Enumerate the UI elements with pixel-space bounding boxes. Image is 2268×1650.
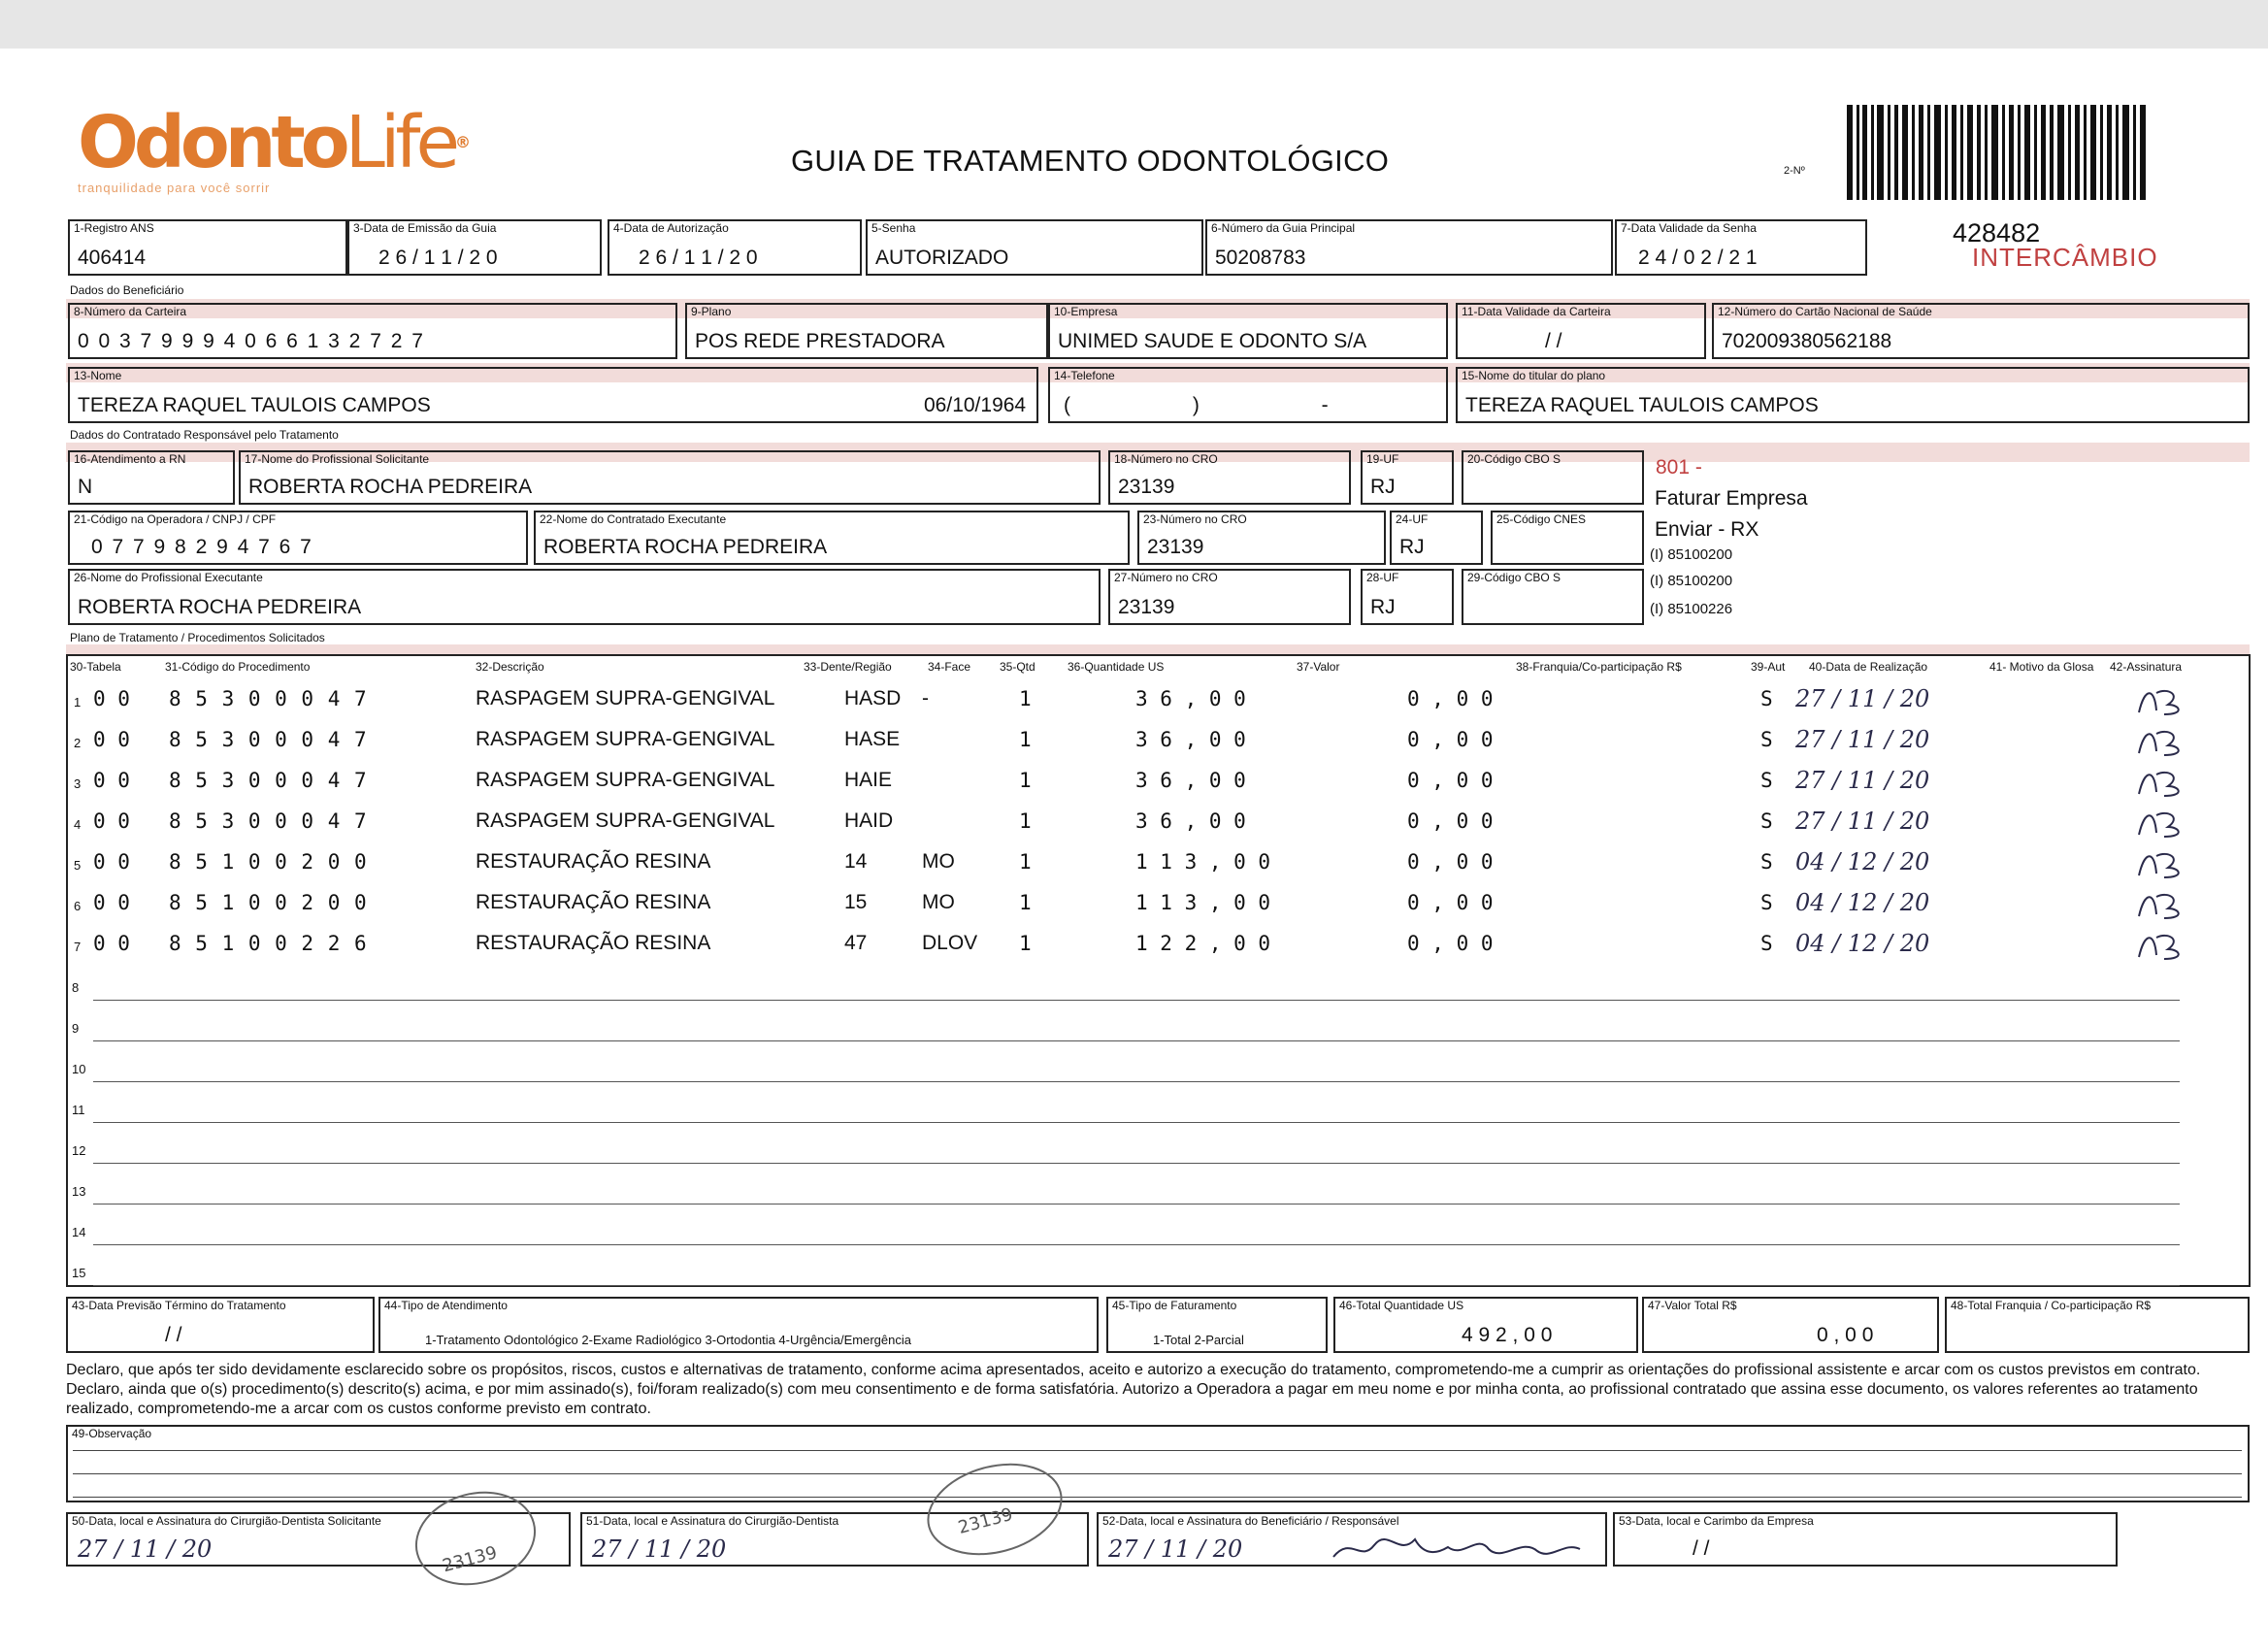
quantity: 1 <box>1019 769 1032 792</box>
tooth-region: 47 <box>844 932 868 954</box>
procedure-row-empty[interactable] <box>68 1007 2242 1048</box>
procedure-description: RASPAGEM SUPRA-GENGIVAL <box>476 809 775 832</box>
value: 0 , 0 0 <box>1407 687 1494 710</box>
col-codigo: 31-Código do Procedimento <box>165 660 311 674</box>
row-number: 10 <box>72 1062 86 1076</box>
procedure-code: 8 5 3 0 0 0 4 7 <box>169 769 368 792</box>
row-number: 12 <box>72 1143 86 1158</box>
table-code: 0 0 <box>93 932 130 955</box>
section-procedimentos: Plano de Tratamento / Procedimentos Solicitados <box>70 631 325 644</box>
tooth-region: HAIE <box>844 769 893 791</box>
row-number: 13 <box>72 1184 86 1199</box>
row-number: 7 <box>74 940 82 954</box>
quantity-us: 1 2 2 , 0 0 <box>1135 932 1271 955</box>
procedure-row-empty[interactable] <box>68 1252 2242 1293</box>
field-data-previsao[interactable]: 43-Data Previsão Término do Tratamento / / <box>66 1297 375 1353</box>
section-beneficiario: Dados do Beneficiário <box>70 283 184 297</box>
realization-date: 27 / 11 / 20 <box>1795 767 1930 794</box>
field-carimbo-empresa[interactable]: 53-Data, local e Carimbo da Empresa / / <box>1613 1512 2118 1567</box>
quantity: 1 <box>1019 932 1032 955</box>
col-franquia: 38-Franquia/Co-participação R$ <box>1516 660 1682 674</box>
field-validade-senha[interactable]: 7-Data Validade da Senha 2 4 / 0 2 / 2 1 <box>1615 219 1867 276</box>
field-registro-ans[interactable]: 1-Registro ANS 406414 <box>68 219 347 276</box>
authorized: S <box>1760 809 1773 833</box>
procedure-row-empty[interactable] <box>68 1048 2242 1089</box>
procedure-code: 8 5 3 0 0 0 4 7 <box>169 728 368 751</box>
field-telefone[interactable]: 14-Telefone ( ) - <box>1048 367 1448 423</box>
tooth-region: 15 <box>844 891 868 913</box>
value: 0 , 0 0 <box>1407 769 1494 792</box>
field-cbo-solicitante[interactable]: 20-Código CBO S <box>1462 450 1644 505</box>
field-uf-executante[interactable]: 24-UF RJ <box>1390 511 1483 565</box>
table-code: 0 0 <box>93 769 130 792</box>
scan-top-margin <box>0 0 2268 49</box>
procedure-code: 8 5 3 0 0 0 4 7 <box>169 687 368 710</box>
tooth-face: DLOV <box>922 932 978 954</box>
authorized: S <box>1760 850 1773 874</box>
procedure-row-empty[interactable] <box>68 967 2242 1007</box>
row-signature <box>2135 846 2193 881</box>
quantity: 1 <box>1019 850 1032 874</box>
field-uf-solicitante[interactable]: 19-UF RJ <box>1361 450 1454 505</box>
dentist-stamp <box>912 1456 1077 1563</box>
side-note-code-2: (I) 85100200 <box>1650 573 1733 589</box>
tooth-face: - <box>922 687 929 710</box>
field-contratado-executante[interactable]: 22-Nome do Contratado Executante ROBERTA ROCHA PEDREIRA <box>534 511 1130 565</box>
field-cnes[interactable]: 25-Código CNES <box>1491 511 1644 565</box>
value: 0 , 0 0 <box>1407 728 1494 751</box>
procedure-row-empty[interactable] <box>68 1089 2242 1130</box>
table-code: 0 0 <box>93 728 130 751</box>
procedure-code: 8 5 1 0 0 2 0 0 <box>169 850 368 874</box>
table-code: 0 0 <box>93 687 130 710</box>
table-code: 0 0 <box>93 850 130 874</box>
value: 0 , 0 0 <box>1407 932 1494 955</box>
field-valor-total[interactable]: 47-Valor Total R$ 0 , 0 0 <box>1642 1297 1939 1353</box>
field-cbo-profissional[interactable]: 29-Código CBO S <box>1462 569 1644 625</box>
col-data-realizacao: 40-Data de Realização <box>1809 660 1928 674</box>
tooth-region: 14 <box>844 850 868 873</box>
row-number: 3 <box>74 776 82 791</box>
row-entry-line <box>93 1285 2180 1286</box>
procedure-description: RESTAURAÇÃO RESINA <box>476 850 711 873</box>
guide-number: 428482 <box>1953 218 2041 248</box>
quantity-us: 3 6 , 0 0 <box>1135 809 1246 833</box>
procedure-description: RASPAGEM SUPRA-GENGIVAL <box>476 769 775 791</box>
authorized: S <box>1760 891 1773 914</box>
obs-line <box>73 1450 2242 1451</box>
beneficiary-signature <box>1331 1528 1584 1567</box>
side-note-code: 801 - <box>1656 456 1702 478</box>
signature-date: 27 / 11 / 20 <box>78 1535 213 1563</box>
col-face: 34-Face <box>928 660 971 674</box>
quantity-us: 3 6 , 0 0 <box>1135 687 1246 710</box>
row-signature <box>2135 724 2193 759</box>
row-number: 4 <box>74 817 82 832</box>
row-number: 5 <box>74 858 82 873</box>
field-cro-executante[interactable]: 23-Número no CRO 23139 <box>1137 511 1386 565</box>
barcode <box>1847 105 2148 200</box>
quantity: 1 <box>1019 728 1032 751</box>
row-number: 11 <box>72 1103 85 1117</box>
procedure-row[interactable] <box>68 804 2242 844</box>
obs-line <box>73 1497 2242 1498</box>
field-cro-solicitante[interactable]: 18-Número no CRO 23139 <box>1108 450 1351 505</box>
value: 0 , 0 0 <box>1407 809 1494 833</box>
field-senha[interactable]: 5-Senha AUTORIZADO <box>866 219 1203 276</box>
col-valor: 37-Valor <box>1297 660 1340 674</box>
field-profissional-executante[interactable]: 26-Nome do Profissional Executante ROBERTA ROCHA PEDREIRA <box>68 569 1101 625</box>
field-data-emissao[interactable]: 3-Data de Emissão da Guia 2 6 / 1 1 / 2 0 <box>347 219 602 276</box>
field-observacao[interactable]: 49-Observação <box>66 1425 2250 1502</box>
signature-beneficiario[interactable]: 52-Data, local e Assinatura do Beneficiário / Responsável 27 / 11 / 20 <box>1097 1512 1607 1567</box>
col-dente: 33-Dente/Região <box>804 660 892 674</box>
procedure-description: RASPAGEM SUPRA-GENGIVAL <box>476 728 775 750</box>
row-entry-line <box>93 1163 2180 1164</box>
procedure-row[interactable] <box>68 844 2242 885</box>
row-entry-line <box>93 1000 2180 1001</box>
field-plano[interactable]: 9-Plano POS REDE PRESTADORA <box>685 303 1048 359</box>
row-signature <box>2135 806 2193 841</box>
field-cartao-nacional-saude[interactable]: 12-Número do Cartão Nacional de Saúde 702009380562188 <box>1712 303 2250 359</box>
col-assinatura: 42-Assinatura <box>2110 660 2183 674</box>
field-codigo-operadora[interactable]: 21-Código na Operadora / CNPJ / CPF 0 7 7 9 8 2 9 4 7 6 7 <box>68 511 528 565</box>
field-cro-profissional[interactable]: 27-Número no CRO 23139 <box>1108 569 1351 625</box>
obs-line <box>73 1473 2242 1474</box>
field-nome[interactable]: 13-Nome TEREZA RAQUEL TAULOIS CAMPOS 06/10/1964 <box>68 367 1038 423</box>
tooth-region: HAID <box>844 809 894 832</box>
row-entry-line <box>93 1081 2180 1082</box>
row-entry-line <box>93 1040 2180 1041</box>
svg-text:23139: 23139 <box>956 1503 1015 1538</box>
side-note-faturar: Faturar Empresa <box>1655 487 1808 510</box>
table-code: 0 0 <box>93 809 130 833</box>
signature-solicitante[interactable]: 50-Data, local e Assinatura do Cirurgião-Dentista Solicitante 27 / 11 / 20 <box>66 1512 571 1567</box>
realization-date: 27 / 11 / 20 <box>1795 726 1930 753</box>
authorized: S <box>1760 932 1773 955</box>
declaration-text: Declaro, que após ter sido devidamente esclarecido sobre os propósitos, riscos, custos e alternativas de tratamento, conforme acima apresentados, aceito e autorizo a execução do tratamento, comprometendo-me a cumprir as orientações do profissional assistente e arcar com os custos previstos em contrato. Declaro, ainda que o(s) procedimento(s) descrito(s) acima, e por mim assinado(s), foi/foram realizado(s) com meu consentimento e de forma satisfatória. Autorizo a Operadora a pagar em meu nome e por minha conta, ao profissional contratado que assina esse documento, os valores referentes ao tratamento realizado, comprometendo-me a arcar com os custos conforme previsto em contrato. <box>66 1362 2201 1417</box>
row-number: 6 <box>74 899 82 913</box>
svg-text:23139: 23139 <box>440 1542 500 1577</box>
side-note-enviar: Enviar - RX <box>1655 518 1759 541</box>
col-qtd: 35-Qtd <box>1000 660 1035 674</box>
value: 0 , 0 0 <box>1407 891 1494 914</box>
realization-date: 27 / 11 / 20 <box>1795 808 1930 835</box>
signature-date: 27 / 11 / 20 <box>1108 1535 1243 1563</box>
procedure-row-empty[interactable] <box>68 1130 2242 1171</box>
field-total-quantidade-us[interactable]: 46-Total Quantidade US 4 9 2 , 0 0 <box>1333 1297 1638 1353</box>
authorized: S <box>1760 728 1773 751</box>
signature-date: 27 / 11 / 20 <box>592 1535 727 1563</box>
procedure-row-empty[interactable] <box>68 1211 2242 1252</box>
field-titular-plano[interactable]: 15-Nome do titular do plano TEREZA RAQUEL TAULOIS CAMPOS <box>1456 367 2250 423</box>
table-code: 0 0 <box>93 891 130 914</box>
procedure-code: 8 5 3 0 0 0 4 7 <box>169 809 368 833</box>
row-signature <box>2135 765 2193 800</box>
procedure-row[interactable] <box>68 926 2242 967</box>
field-uf-profissional[interactable]: 28-UF RJ <box>1361 569 1454 625</box>
field-data-autorizacao[interactable]: 4-Data de Autorização 2 6 / 1 1 / 2 0 <box>608 219 862 276</box>
field-total-franquia[interactable]: 48-Total Franquia / Co-participação R$ <box>1945 1297 2250 1353</box>
field-validade-carteira[interactable]: 11-Data Validade da Carteira / / <box>1456 303 1706 359</box>
field-profissional-solicitante[interactable]: 17-Nome do Profissional Solicitante ROBERTA ROCHA PEDREIRA <box>239 450 1101 505</box>
quantity-us: 1 1 3 , 0 0 <box>1135 850 1271 874</box>
field-guia-principal[interactable]: 6-Número da Guia Principal 50208783 <box>1205 219 1613 276</box>
procedure-code: 8 5 1 0 0 2 0 0 <box>169 891 368 914</box>
procedure-description: RESTAURAÇÃO RESINA <box>476 932 711 954</box>
col-descricao: 32-Descrição <box>476 660 544 674</box>
tooth-face: MO <box>922 850 955 873</box>
row-entry-line <box>93 1122 2180 1123</box>
procedure-row[interactable] <box>68 763 2242 804</box>
procedure-description: RASPAGEM SUPRA-GENGIVAL <box>476 687 775 710</box>
side-note-code-1: (I) 85100200 <box>1650 546 1733 563</box>
row-number: 8 <box>72 980 80 995</box>
authorized: S <box>1760 687 1773 710</box>
logo-tagline: tranquilidade para você sorrir <box>78 181 271 195</box>
intercambio-label: INTERCÂMBIO <box>1972 243 2158 272</box>
quantity-us: 3 6 , 0 0 <box>1135 769 1246 792</box>
quantity-us: 3 6 , 0 0 <box>1135 728 1246 751</box>
field-atendimento-rn[interactable]: 16-Atendimento a RN N <box>68 450 235 505</box>
row-signature <box>2135 683 2193 718</box>
side-note-code-3: (I) 85100226 <box>1650 601 1733 617</box>
row-number: 15 <box>72 1266 86 1280</box>
row-entry-line <box>93 1244 2180 1245</box>
row-number: 2 <box>74 736 82 750</box>
field-tipo-atendimento[interactable]: 44-Tipo de Atendimento 1-Tratamento Odontológico 2-Exame Radiológico 3-Ortodontia 4-Urgência/Emergência <box>378 1297 1099 1353</box>
quantity: 1 <box>1019 687 1032 710</box>
quantity: 1 <box>1019 891 1032 914</box>
procedure-row[interactable] <box>68 885 2242 926</box>
field-empresa[interactable]: 10-Empresa UNIMED SAUDE E ODONTO S/A <box>1048 303 1448 359</box>
col-tabela: 30-Tabela <box>70 660 121 674</box>
quantity-us: 1 1 3 , 0 0 <box>1135 891 1271 914</box>
field-tipo-faturamento[interactable]: 45-Tipo de Faturamento 1-Total 2-Parcial <box>1106 1297 1328 1353</box>
procedure-row[interactable] <box>68 722 2242 763</box>
guide-number-label: 2-Nº <box>1784 165 1805 177</box>
procedure-row-empty[interactable] <box>68 1171 2242 1211</box>
row-number: 1 <box>74 695 82 710</box>
realization-date: 04 / 12 / 20 <box>1795 930 1930 957</box>
realization-date: 04 / 12 / 20 <box>1795 848 1930 875</box>
authorized: S <box>1760 769 1773 792</box>
tooth-region: HASD <box>844 687 902 710</box>
signature-executante[interactable]: 51-Data, local e Assinatura do Cirurgião-Dentista 27 / 11 / 20 <box>580 1512 1089 1567</box>
realization-date: 04 / 12 / 20 <box>1795 889 1930 916</box>
section-band <box>66 644 2250 654</box>
quantity: 1 <box>1019 809 1032 833</box>
birth-date: 06/10/1964 <box>924 394 1027 416</box>
col-motivo-glosa: 41- Motivo da Glosa <box>1989 660 2094 674</box>
col-aut: 39-Aut <box>1751 660 1786 674</box>
dentist-stamp <box>408 1485 543 1592</box>
row-signature <box>2135 887 2193 922</box>
row-signature <box>2135 928 2193 963</box>
procedure-row[interactable] <box>68 681 2242 722</box>
odontolife-logo: OdontoLife® tranquilidade para você sorrir <box>78 101 466 195</box>
procedure-description: RESTAURAÇÃO RESINA <box>476 891 711 913</box>
page-title: GUIA DE TRATAMENTO ODONTOLÓGICO <box>791 144 1390 178</box>
tooth-face: MO <box>922 891 955 913</box>
col-quantidade-us: 36-Quantidade US <box>1068 660 1165 674</box>
field-numero-carteira[interactable]: 8-Número da Carteira 0 0 3 7 9 9 9 4 0 6 6 1 3 2 7 2 7 <box>68 303 677 359</box>
row-number: 9 <box>72 1021 80 1036</box>
realization-date: 27 / 11 / 20 <box>1795 685 1930 712</box>
row-number: 14 <box>72 1225 86 1239</box>
procedure-code: 8 5 1 0 0 2 2 6 <box>169 932 368 955</box>
value: 0 , 0 0 <box>1407 850 1494 874</box>
tooth-region: HASE <box>844 728 901 750</box>
section-contratado: Dados do Contratado Responsável pelo Tratamento <box>70 428 339 442</box>
